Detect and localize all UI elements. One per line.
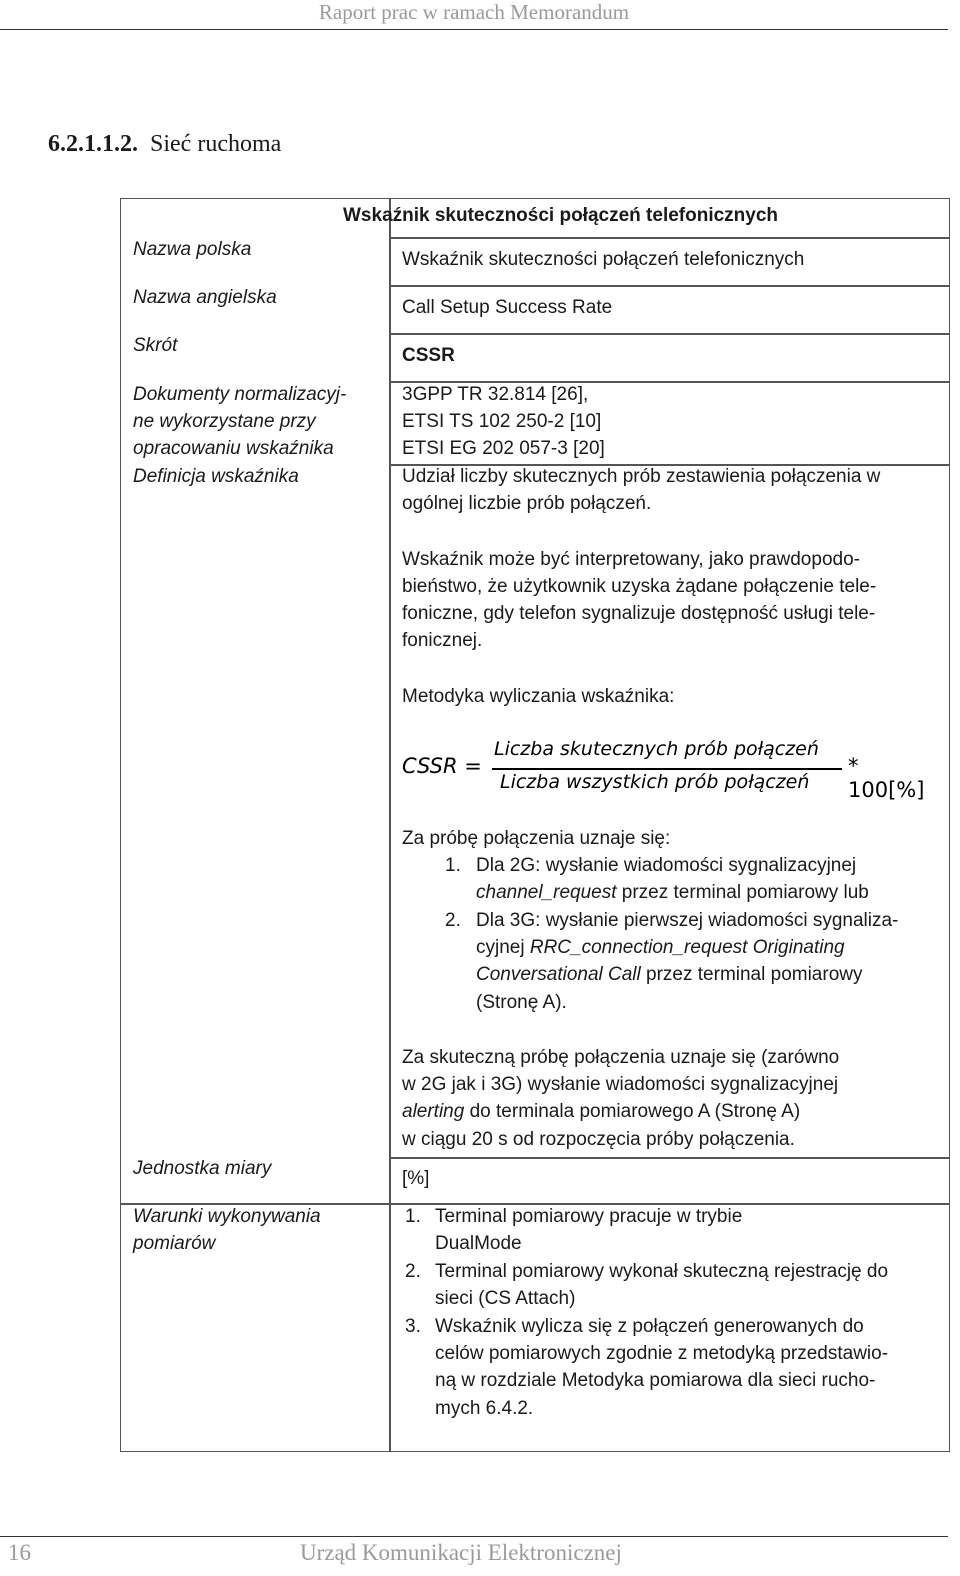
success-text: do terminala pomiarowego A (Stronę A) (464, 1101, 801, 1122)
definition-line: Wskaźnik może być interpretowany, jako prawdopodo- (402, 549, 860, 570)
table-rule (390, 237, 950, 239)
footer-organization: Urząd Komunikacji Elektronicznej (300, 1540, 622, 1565)
condition-line: celów pomiarowych zgodnie z metodyką przedstawio- (435, 1343, 889, 1364)
label-definition: Definicja wskaźnika (133, 466, 299, 487)
formula-rhs: * 100[%] (848, 754, 925, 802)
definition-line: fonicznej. (402, 630, 483, 651)
page-number: 16 (8, 1540, 31, 1565)
list-number: 1. (445, 855, 461, 876)
label-standards: opracowaniu wskaźnika (133, 438, 334, 459)
section-title: Sieć ruchoma (150, 131, 282, 157)
condition-line: Terminal pomiarowy pracuje w trybie (435, 1206, 743, 1227)
attempt-intro: Za próbę połączenia uznaje się: (402, 828, 671, 849)
list-item-term: Conversational Call (476, 964, 641, 985)
value-abbreviation: CSSR (402, 345, 455, 366)
value-standard: ETSI TS 102 250-2 [10] (402, 411, 602, 432)
label-conditions: pomiarów (133, 1233, 216, 1254)
value-standard: 3GPP TR 32.814 [26], (402, 384, 589, 405)
label-unit: Jednostka miary (133, 1158, 272, 1179)
success-line: Za skuteczną próbę połączenia uznaje się (zarówno (402, 1047, 840, 1068)
list-number: 2. (405, 1261, 421, 1282)
condition-line: Terminal pomiarowy wykonał skuteczną rejestrację do (435, 1261, 889, 1282)
label-english-name: Nazwa angielska (133, 287, 277, 308)
value-polish-name: Wskaźnik skuteczności połączeń telefonicznych (402, 249, 805, 270)
label-conditions: Warunki wykonywania (133, 1206, 321, 1227)
cssr-formula (402, 736, 938, 800)
success-line: w 2G jak i 3G) wysłanie wiadomości sygnalizacyjnej (402, 1074, 839, 1095)
formula-denominator: Liczba wszystkich prób połączeń (500, 771, 810, 793)
list-item-line (476, 961, 863, 989)
header-title: Raport prac w ramach Memorandum (318, 0, 630, 24)
formula-numerator: Liczba skutecznych prób połączeń (494, 738, 819, 760)
table-rule (390, 333, 950, 335)
section-number: 6.2.1.1.2. (48, 131, 138, 157)
section-heading (48, 131, 281, 158)
value-standard: ETSI EG 202 057-3 [20] (402, 438, 605, 459)
label-polish-name: Nazwa polska (133, 239, 252, 260)
label-abbreviation: Skrót (133, 335, 178, 356)
list-item-line (476, 879, 869, 907)
condition-line: sieci (CS Attach) (435, 1288, 576, 1309)
condition-line: mych 6.4.2. (435, 1398, 534, 1419)
table-rule (390, 1157, 950, 1159)
list-item-text: cyjnej (476, 937, 530, 958)
list-number: 3. (405, 1316, 421, 1337)
formula-lhs: CSSR = (402, 754, 482, 778)
list-item-line: (Stronę A). (476, 992, 567, 1013)
success-line (402, 1098, 800, 1126)
list-item-text: przez terminal pomiarowy (640, 964, 863, 985)
table-rule (390, 285, 950, 287)
list-item-text: przez terminal pomiarowy lub (616, 882, 869, 903)
value-english-name: Call Setup Success Rate (402, 297, 613, 318)
footer-rule (0, 1536, 948, 1537)
definition-line: Udział liczby skutecznych prób zestawienia połączenia w (402, 466, 881, 487)
running-header (0, 0, 948, 30)
definition-line: foniczne, gdy telefon sygnalizuje dostępność usługi tele- (402, 603, 876, 624)
definition-line: ogólnej liczbie prób połączeń. (402, 493, 652, 514)
table-heading: Wskaźnik skuteczności połączeń telefonicznych (343, 205, 779, 226)
list-number: 2. (445, 910, 461, 931)
value-unit: [%] (402, 1168, 430, 1189)
list-item-term: channel_request (476, 882, 617, 903)
condition-line: DualMode (435, 1233, 522, 1254)
definition-line: bieństwo, że użytkownik uzyska żądane połączenie tele- (402, 576, 877, 597)
success-line: w ciągu 20 s od rozpoczęcia próby połączenia. (402, 1129, 795, 1150)
list-item-line: Dla 2G: wysłanie wiadomości sygnalizacyjnej (476, 855, 857, 876)
list-number: 1. (405, 1206, 421, 1227)
list-item-line (476, 934, 845, 962)
list-item-line: Dla 3G: wysłanie pierwszej wiadomości sygnaliza- (476, 910, 899, 931)
label-standards: Dokumenty normalizacyj- (133, 384, 347, 405)
methodology-label: Metodyka wyliczania wskaźnika: (402, 686, 675, 707)
success-term: alerting (402, 1101, 465, 1122)
label-standards: ne wykorzystane przy (133, 411, 316, 432)
condition-line: Wskaźnik wylicza się z połączeń generowanych do (435, 1316, 864, 1337)
list-item-term: RRC_connection_request Originating (529, 937, 845, 958)
fraction-bar (492, 768, 842, 770)
condition-line: ną w rozdziale Metodyka pomiarowa dla sieci rucho- (435, 1370, 876, 1391)
table-column-divider (389, 198, 391, 1452)
